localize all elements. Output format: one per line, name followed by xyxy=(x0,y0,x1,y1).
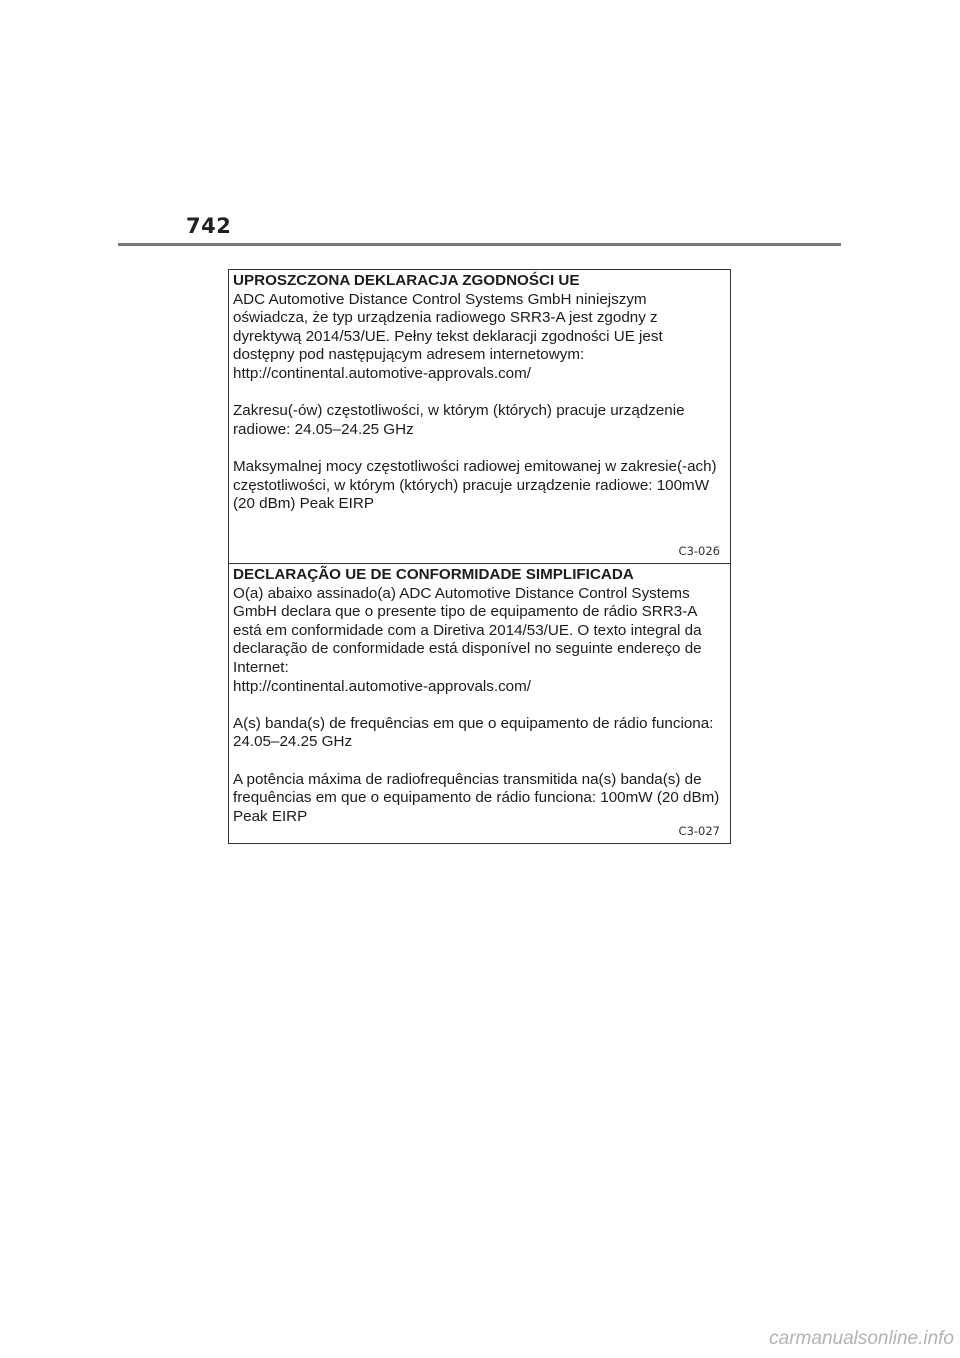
text-line: Internet: xyxy=(233,658,289,676)
header-rule xyxy=(118,243,841,246)
figure-code: C3-026 xyxy=(678,544,720,558)
text-line: dyrektywą 2014/53/UE. Pełny tekst deklaracji zgodności UE jest xyxy=(233,327,663,345)
text-line: 24.05–24.25 GHz xyxy=(233,733,353,751)
text-line: declaração de conformidade está disponível no seguinte endereço de xyxy=(233,640,702,658)
figure-code: C3-027 xyxy=(678,824,720,838)
text-line: oświadcza, że typ urządzenia radiowego SRR3-A jest zgodny z xyxy=(233,309,658,327)
section-heading: DECLARAÇÃO UE DE CONFORMIDADE SIMPLIFICADA xyxy=(233,566,634,583)
text-line: częstotliwości, w którym (których) pracuje urządzenie radiowe: 100mW xyxy=(233,476,710,494)
section-heading: UPROSZCZONA DEKLARACJA ZGODNOŚCI UE xyxy=(233,272,580,289)
text-line: Peak EIRP xyxy=(233,807,308,825)
paragraph xyxy=(233,402,726,439)
paragraph xyxy=(233,771,726,827)
watermark: carmanualsonline.info xyxy=(769,1328,954,1349)
text-line: (20 dBm) Peak EIRP xyxy=(233,495,374,513)
text-line: http://continental.automotive-approvals.com/ xyxy=(233,364,532,382)
paragraph xyxy=(233,585,726,697)
text-line: http://continental.automotive-approvals.com/ xyxy=(233,677,532,695)
text-line: frequências em que o equipamento de rádio funciona: 100mW (20 dBm) xyxy=(233,789,720,807)
text-line: A(s) banda(s) de frequências em que o equipamento de rádio funciona: xyxy=(233,714,714,732)
text-line: dostępny pod następującym adresem internetowym: xyxy=(233,346,585,364)
text-line: radiowe: 24.05–24.25 GHz xyxy=(233,420,414,438)
section-polish xyxy=(229,270,730,564)
text-line: está em conformidade com a Diretiva 2014/53/UE. O texto integral da xyxy=(233,621,702,639)
section-portuguese xyxy=(229,564,730,843)
paragraph xyxy=(233,715,726,752)
text-line: Zakresu(-ów) częstotliwości, w którym (których) pracuje urządzenie xyxy=(233,402,685,420)
text-line: Maksymalnej mocy częstotliwości radiowej emitowanej w zakresie(-ach) xyxy=(233,457,717,475)
text-line: O(a) abaixo assinado(a) ADC Automotive Distance Control Systems xyxy=(233,584,690,602)
text-line: GmbH declara que o presente tipo de equipamento de rádio SRR3-A xyxy=(233,603,698,621)
paragraph xyxy=(233,458,726,514)
text-line: ADC Automotive Distance Control Systems GmbH niniejszym xyxy=(233,290,647,308)
text-line: A potência máxima de radiofrequências transmitida na(s) banda(s) de xyxy=(233,770,702,788)
declaration-box xyxy=(228,269,731,844)
page-number: 742 xyxy=(186,214,232,238)
paragraph xyxy=(233,291,726,384)
